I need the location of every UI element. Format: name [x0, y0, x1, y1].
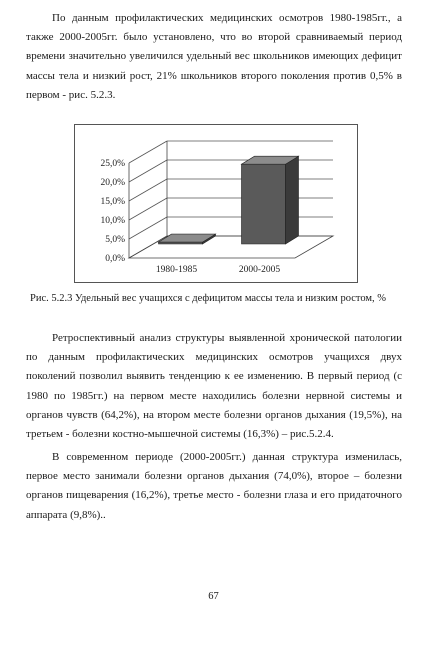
- y-tick-label: 0,0%: [105, 254, 125, 264]
- bar-chart: [75, 125, 357, 282]
- bar-side: [286, 156, 299, 244]
- gridline-side: [129, 141, 167, 163]
- gridline-side: [129, 160, 167, 182]
- y-tick-label: 5,0%: [105, 235, 125, 245]
- x-tick-label: 1980-1985: [155, 265, 198, 275]
- analysis-paragraph: Ретроспективный анализ структуры выявленной хронической патологии по данным профилактических медицинских осмотров учащихся двух поколений позволил выявить тенденцию к ее изменению. В первый период (с 1980 по 1985гг.) на первом месте находились болезни нервной системы и органов чувств (64,2%), на втором месте болезни органов дыхания (19,5%), на третьем - болезни костно-мышечной системы (16,3%) – рис.5.2.4.: [26, 332, 402, 441]
- figure-caption: Рис. 5.2.3 Удельный вес учащихся с дефицитом массы тела и низким ростом, %: [30, 293, 387, 304]
- y-tick-label: 20,0%: [100, 178, 125, 188]
- y-tick-label: 10,0%: [100, 216, 125, 226]
- chart-floor: [129, 236, 333, 258]
- y-tick-label: 25,0%: [100, 159, 125, 169]
- bar-front: [242, 164, 286, 244]
- y-tick-label: 15,0%: [100, 197, 125, 207]
- gridline-side: [129, 217, 167, 239]
- bar-chart-figure: [74, 124, 358, 283]
- modern-period-paragraph: В современном периоде (2000-2005гг.) данная структура изменилась, первое место занимали болезни органов дыхания (74,0%), второе – болезни органов пищеварения (16,2%), третье место - болезни глаза и его придаточного аппарата (9,8%)..: [26, 451, 402, 521]
- page-number: 67: [208, 591, 219, 602]
- intro-paragraph: По данным профилактических медицинских осмотров 1980-1985гг., а также 2000-2005гг. было установлено, что во второй сравниваемый период времени значительно увеличился удельный вес школьников имеющих дефицит массы тела и низкий рост, 21% школьников второго поколения против 0,5% в первом - рис. 5.2.3.: [26, 12, 402, 101]
- x-tick-label: 2000-2005: [238, 265, 281, 275]
- gridline-side: [129, 198, 167, 220]
- gridline-side: [129, 179, 167, 201]
